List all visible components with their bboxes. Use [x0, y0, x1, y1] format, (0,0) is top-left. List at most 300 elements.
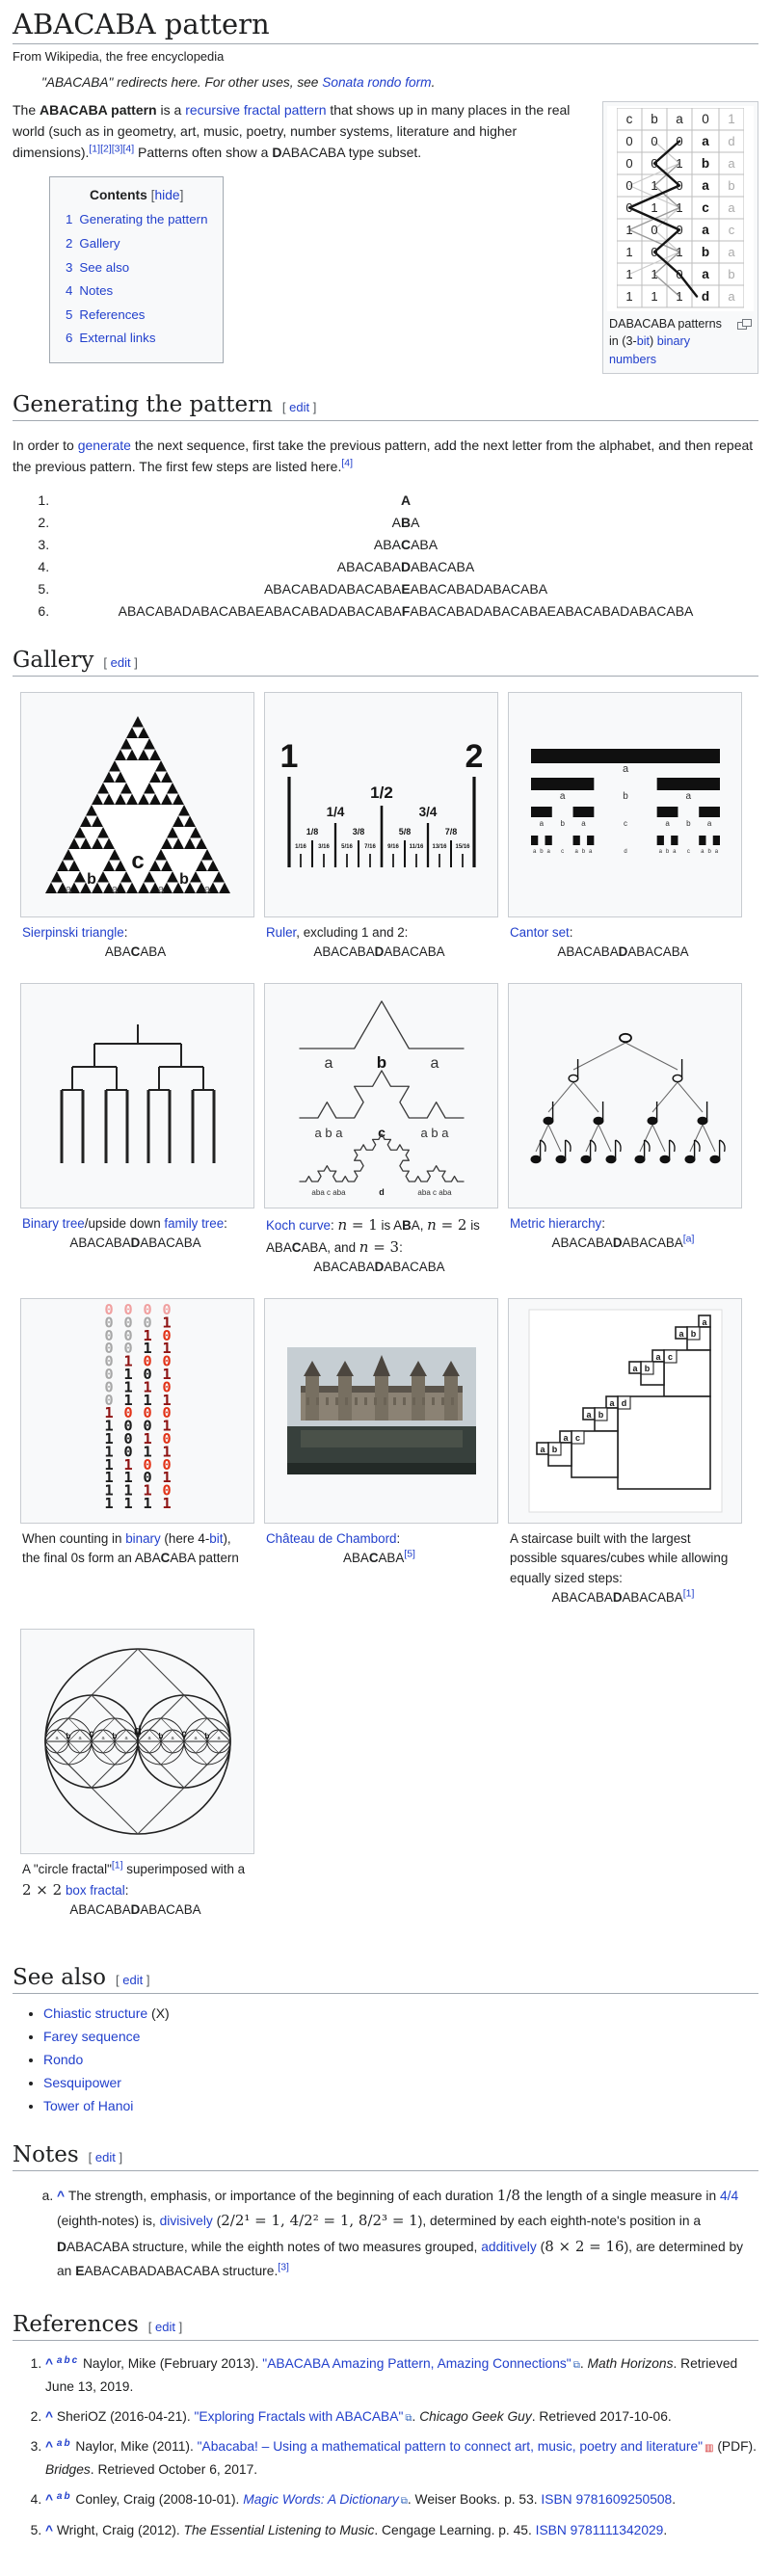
link[interactable]: Koch curve	[266, 1218, 331, 1234]
koch-curve-image[interactable]	[264, 983, 498, 1208]
see-also-sesquipower	[43, 2075, 758, 2090]
dabacaba-binary-table-image[interactable]	[607, 106, 754, 311]
edit-link-see-also[interactable]: edit	[122, 1972, 144, 1987]
text-segment: D	[374, 944, 385, 960]
text-segment: ABA	[140, 944, 167, 960]
text-segment: A staircase built with the largest possible squares/cubes while allowing equally sized steps:	[510, 1531, 729, 1585]
svg-text:a: a	[193, 1735, 198, 1741]
svg-text:b: b	[178, 871, 189, 889]
reference-5	[45, 2519, 758, 2541]
svg-text:1: 1	[651, 200, 658, 215]
svg-text:0: 0	[651, 223, 658, 237]
see-also-tower-of-hanoi	[43, 2098, 758, 2113]
svg-text:b: b	[728, 178, 735, 193]
step-5	[53, 581, 758, 597]
link[interactable]: Sesquipower	[43, 2074, 121, 2090]
link[interactable]: [3]	[111, 143, 123, 155]
svg-text:d: d	[133, 1722, 142, 1738]
svg-text:0: 0	[625, 178, 633, 193]
svg-text:1: 1	[728, 112, 735, 126]
gallery-item	[20, 1629, 254, 1936]
link[interactable]: generate	[77, 438, 131, 454]
link[interactable]: b	[64, 2490, 70, 2502]
svg-text:1: 1	[651, 178, 658, 193]
link[interactable]: Rondo	[43, 2051, 84, 2067]
svg-text:b: b	[158, 1731, 163, 1740]
svg-text:0: 0	[651, 245, 658, 259]
svg-text:0: 0	[142, 1404, 152, 1422]
link[interactable]: binary	[125, 1531, 161, 1547]
svg-text:0: 0	[625, 134, 633, 148]
svg-text:0: 0	[122, 1417, 133, 1435]
text-segment: D	[612, 1235, 623, 1251]
text-segment: ABACABA	[551, 1235, 613, 1251]
heading-generating: Generating the pattern [ edit ]	[13, 392, 758, 421]
svg-text:a: a	[700, 849, 705, 856]
external-link-icon[interactable]: ⧉	[405, 2413, 412, 2425]
svg-text:a: a	[574, 849, 578, 856]
link[interactable]: "ABACABA Amazing Pattern, Amazing Connections"	[262, 2356, 572, 2372]
link[interactable]: a	[56, 2354, 63, 2366]
staircase-squares-image[interactable]	[508, 1298, 742, 1524]
svg-text:a: a	[672, 849, 676, 856]
text-segment: (here 4-	[160, 1531, 210, 1547]
step-4	[53, 559, 758, 574]
text-segment: ), are determined by an	[57, 2239, 744, 2278]
svg-text:1: 1	[142, 1481, 152, 1500]
text-segment: :	[399, 1239, 403, 1255]
svg-text:0: 0	[625, 200, 633, 215]
link[interactable]: [2]	[100, 143, 112, 155]
text-segment: The	[13, 102, 40, 118]
text-segment: The strength, emphasis, or importance of the beginning of each duration	[67, 2188, 497, 2203]
svg-text:d: d	[701, 289, 710, 304]
cantor-set-image[interactable]	[508, 692, 742, 917]
text-segment: C	[130, 944, 141, 960]
svg-text:0: 0	[651, 134, 658, 148]
svg-text:3/8: 3/8	[352, 827, 364, 837]
hatnote	[13, 75, 758, 90]
link[interactable]: additively	[481, 2239, 537, 2254]
svg-text:1: 1	[103, 1481, 114, 1500]
link[interactable]: recursive	[185, 102, 240, 118]
svg-text:b: b	[581, 849, 585, 856]
text-segment: A,	[411, 1218, 428, 1234]
svg-text:1/8: 1/8	[306, 827, 318, 837]
text-segment: . Retrieved 2017-10-06.	[531, 2409, 672, 2425]
infobox-caption	[607, 311, 754, 369]
gallery-item	[264, 1298, 498, 1622]
text-segment: ABACABADABACABA	[263, 581, 402, 598]
gallery-item	[20, 1298, 254, 1622]
text-segment: D	[612, 1589, 623, 1605]
svg-text:0: 0	[122, 1327, 133, 1345]
svg-text:1: 1	[161, 1417, 172, 1435]
text-segment: is A	[377, 1218, 403, 1234]
svg-text:0: 0	[103, 1314, 114, 1332]
link[interactable]: Metric hierarchy	[510, 1216, 602, 1232]
svg-text:c: c	[686, 849, 690, 856]
link[interactable]: [1]	[682, 1587, 695, 1600]
link[interactable]: bit	[636, 334, 651, 349]
link[interactable]: ^	[45, 2522, 57, 2537]
link[interactable]: [a]	[682, 1233, 695, 1245]
link[interactable]: [5]	[404, 1549, 415, 1560]
link[interactable]: ^	[45, 2409, 57, 2425]
text-segment: ), determined by each eighth-note's position in a	[417, 2214, 702, 2229]
text-segment: ABACABA	[622, 1235, 683, 1251]
svg-text:c: c	[88, 1728, 94, 1739]
svg-text:c: c	[574, 1433, 580, 1444]
text-segment: B	[400, 515, 412, 531]
link[interactable]: box fractal	[65, 1882, 125, 1898]
text-segment: . Retrieved October 6, 2017.	[90, 2461, 258, 2477]
link[interactable]: fractal pattern	[243, 102, 327, 118]
text-segment: Conley, Craig (2008-10-01).	[71, 2492, 244, 2508]
svg-text:d: d	[623, 849, 627, 856]
svg-text:13/16: 13/16	[431, 844, 447, 851]
text-segment: superimposed with a	[122, 1861, 246, 1876]
link[interactable]: [4]	[122, 143, 135, 155]
text-segment: ), the final 0s form an ABA	[22, 1531, 231, 1566]
text-segment: B	[402, 1218, 412, 1234]
svg-text:b: b	[598, 1410, 603, 1421]
link[interactable]: a	[56, 2437, 63, 2449]
link[interactable]: "Exploring Fractals with ABACABA"	[194, 2409, 404, 2425]
text-segment: SheriOZ (2016-04-21).	[56, 2409, 195, 2425]
svg-text:a b a: a b a	[314, 1126, 342, 1141]
svg-text:a: a	[157, 884, 164, 896]
svg-text:1: 1	[103, 1404, 114, 1422]
svg-text:a: a	[545, 849, 550, 856]
svg-text:1: 1	[142, 1327, 152, 1345]
svg-text:1: 1	[161, 1443, 172, 1461]
text-segment: ABA, and	[301, 1239, 359, 1255]
toc-item-notes[interactable]: 4 Notes	[66, 283, 114, 299]
page-title: ABACABA pattern	[13, 8, 758, 44]
link[interactable]: Chiastic structure	[43, 2005, 148, 2021]
link[interactable]: Ruler	[266, 925, 297, 941]
svg-text:1: 1	[142, 1378, 152, 1396]
text-segment: ABACABADABACABA	[410, 581, 548, 598]
site-subtitle: From Wikipedia, the free encyclopedia	[13, 49, 225, 64]
svg-text:0: 0	[103, 1352, 114, 1370]
ruler-image[interactable]	[264, 692, 498, 917]
svg-text:b: b	[651, 112, 658, 126]
svg-text:0: 0	[161, 1301, 172, 1319]
svg-text:1: 1	[103, 1430, 114, 1448]
svg-text:1: 1	[676, 289, 683, 304]
link[interactable]: b	[64, 2354, 70, 2366]
step-3	[53, 537, 758, 552]
generating-intro	[13, 435, 758, 477]
text-segment: ABACABA	[627, 944, 689, 960]
link[interactable]: b	[64, 2437, 70, 2449]
svg-text:0: 0	[103, 1392, 114, 1410]
svg-text:1: 1	[161, 1340, 172, 1358]
svg-text:1: 1	[161, 1469, 172, 1487]
svg-text:c: c	[130, 848, 145, 875]
svg-text:0: 0	[651, 156, 658, 171]
svg-text:b: b	[706, 849, 711, 856]
svg-text:0: 0	[122, 1340, 133, 1358]
svg-text:a: a	[664, 819, 670, 829]
edit-link-gallery[interactable]: edit	[110, 655, 131, 671]
svg-text:d: d	[621, 1398, 626, 1409]
edit-link-generating[interactable]: edit	[289, 400, 310, 415]
text-segment: .	[431, 75, 436, 90]
svg-text:0: 0	[676, 178, 683, 193]
link[interactable]: [4]	[341, 457, 354, 469]
edit-link-references[interactable]: edit	[155, 2320, 175, 2335]
see-also-farey-sequence	[43, 2029, 758, 2044]
text-segment: 2/2¹ = 1, 4/2² = 1, 8/2³ = 1	[221, 2212, 418, 2230]
toc-item-references[interactable]: 5 References	[66, 306, 146, 322]
heading-see-also: See also [ edit ]	[13, 1965, 758, 1994]
svg-text:1: 1	[122, 1481, 133, 1500]
link[interactable]: ^	[45, 2439, 57, 2455]
svg-text:3/4: 3/4	[418, 805, 437, 820]
text-segment: (X)	[147, 2005, 170, 2021]
svg-text:a: a	[588, 849, 592, 856]
svg-text:a: a	[714, 849, 718, 856]
svg-text:b: b	[665, 849, 669, 856]
heading-references: References [ edit ]	[13, 2312, 758, 2341]
text-segment: :	[569, 925, 573, 941]
svg-text:1: 1	[625, 267, 633, 281]
svg-text:a: a	[123, 1735, 128, 1741]
text-segment: D	[618, 944, 628, 960]
svg-text:1: 1	[142, 1443, 152, 1461]
link[interactable]: divisively	[159, 2214, 213, 2229]
step-2	[53, 515, 758, 530]
text-segment: ABACABADABACABA structure.	[84, 2263, 279, 2278]
svg-text:a: a	[701, 1317, 707, 1328]
text-segment: A "circle fractal"	[22, 1861, 112, 1876]
svg-text:a: a	[539, 819, 544, 829]
link[interactable]: bit	[209, 1531, 224, 1547]
svg-text:b: b	[112, 1731, 117, 1740]
see-also-list	[13, 2005, 758, 2113]
svg-text:1: 1	[122, 1366, 133, 1384]
text-segment: = 1	[347, 1216, 378, 1235]
svg-text:a: a	[100, 1735, 105, 1741]
svg-text:a: a	[622, 763, 628, 776]
link[interactable]: Château de Chambord	[266, 1531, 397, 1547]
svg-text:0: 0	[142, 1314, 152, 1332]
text-segment: .	[672, 2492, 677, 2508]
text-segment: E	[75, 2263, 85, 2278]
text-segment: Wright, Craig (2012).	[56, 2522, 184, 2537]
link[interactable]: a	[56, 2490, 63, 2502]
text-segment: n	[359, 1237, 369, 1256]
svg-text:a: a	[702, 267, 709, 281]
toc-item-external-links[interactable]: 6 External links	[66, 331, 156, 346]
text-segment: Patterns often show a	[134, 145, 273, 160]
svg-text:0: 0	[103, 1301, 114, 1319]
link[interactable]: "Abacaba! – Using a mathematical pattern to connect art, music, poetry and literature"	[197, 2439, 704, 2455]
text-segment: .	[663, 2522, 668, 2537]
link[interactable]: binary numbers	[609, 334, 691, 366]
link[interactable]: ISBN 9781609250508	[541, 2492, 673, 2508]
svg-text:c: c	[702, 200, 709, 215]
text-segment: n	[337, 1216, 348, 1235]
svg-text:b: b	[701, 156, 710, 171]
svg-text:1: 1	[161, 1314, 172, 1332]
svg-text:1: 1	[142, 1495, 152, 1513]
text-segment: /upside down	[84, 1216, 165, 1232]
toc-hide-button[interactable]: hide	[154, 188, 180, 202]
pdf-icon[interactable]: ▥	[705, 2443, 714, 2455]
text-segment: F	[401, 603, 411, 620]
svg-text:1: 1	[103, 1469, 114, 1487]
binary-counting-image[interactable]	[20, 1298, 254, 1524]
svg-text:a: a	[532, 849, 536, 856]
gallery-item	[264, 983, 498, 1292]
text-segment: ABA	[373, 537, 401, 553]
svg-text:9/16: 9/16	[386, 844, 399, 851]
text-segment: C	[291, 1239, 302, 1255]
svg-text:0: 0	[142, 1469, 152, 1487]
svg-text:a: a	[65, 884, 71, 896]
text-segment: ABACABA	[336, 559, 401, 575]
text-segment: E	[401, 581, 411, 598]
metric-hierarchy-image[interactable]	[508, 983, 742, 1208]
text-segment: D	[374, 1260, 385, 1275]
svg-text:0: 0	[161, 1430, 172, 1448]
svg-text:0: 0	[142, 1417, 152, 1435]
svg-text:a: a	[562, 1433, 569, 1444]
text-segment: C	[400, 537, 412, 553]
step-1	[53, 492, 758, 508]
svg-text:b: b	[551, 1445, 557, 1455]
text-segment: :	[123, 925, 128, 941]
external-link-icon[interactable]: ⧉	[400, 2496, 408, 2508]
svg-text:d: d	[728, 134, 735, 148]
svg-text:0: 0	[103, 1378, 114, 1396]
heading-gallery: Gallery [ edit ]	[13, 648, 758, 677]
binary-tree-image[interactable]	[20, 983, 254, 1208]
text-segment: D	[130, 1902, 141, 1918]
svg-text:0: 0	[142, 1301, 152, 1319]
svg-text:a: a	[580, 819, 586, 829]
toc-item-generating[interactable]: 1 Generating the pattern	[66, 212, 208, 227]
external-link-icon[interactable]: ⧉	[572, 2360, 580, 2372]
link[interactable]: ^	[45, 2492, 57, 2508]
link[interactable]: Binary tree	[22, 1216, 85, 1232]
svg-text:a: a	[728, 200, 735, 215]
text-segment: .	[412, 2409, 420, 2425]
link[interactable]: ISBN 9781111342029	[535, 2522, 664, 2537]
link[interactable]: Cantor set	[510, 925, 570, 941]
toc-item-gallery[interactable]: 2 Gallery	[66, 235, 120, 251]
note-a	[57, 2183, 758, 2284]
link[interactable]: c	[71, 2354, 78, 2366]
link[interactable]: family tree	[164, 1216, 225, 1232]
svg-text:a: a	[539, 1445, 545, 1455]
text-segment: .	[579, 2356, 588, 2372]
svg-text:0: 0	[625, 156, 633, 171]
svg-text:1: 1	[122, 1469, 133, 1487]
svg-text:0: 0	[122, 1430, 133, 1448]
text-segment: A	[411, 515, 420, 531]
text-segment: When counting in	[22, 1531, 126, 1547]
chateau-de-chambord-photo[interactable]	[264, 1298, 498, 1524]
svg-text:15/16: 15/16	[454, 844, 470, 851]
link[interactable]: [3]	[278, 2260, 289, 2272]
reference-3	[45, 2435, 758, 2481]
text-segment: D	[272, 145, 282, 160]
toc-item-see-also[interactable]: 3 See also	[66, 259, 130, 275]
svg-text:7/8: 7/8	[444, 827, 457, 837]
generating-steps-list	[13, 492, 758, 619]
svg-text:1: 1	[651, 289, 658, 304]
svg-text:0: 0	[161, 1404, 172, 1422]
svg-text:c: c	[728, 223, 735, 237]
link[interactable]: ^	[45, 2356, 57, 2372]
link[interactable]: [1]	[111, 1859, 123, 1872]
svg-text:b: b	[559, 819, 565, 829]
link[interactable]: Tower of Hanoi	[43, 2097, 134, 2113]
text-segment: ABA pattern	[170, 1551, 239, 1566]
svg-text:b: b	[204, 1731, 209, 1740]
text-segment: 2 × 2	[22, 1880, 63, 1899]
text-segment: = 2	[436, 1216, 467, 1235]
circle-fractal-image[interactable]	[20, 1629, 254, 1854]
link[interactable]: ^	[57, 2188, 68, 2203]
link[interactable]: [1]	[89, 143, 101, 155]
link[interactable]: Sierpinski triangle	[22, 925, 124, 941]
link[interactable]: Magic Words: A Dictionary	[243, 2492, 399, 2508]
svg-text:a: a	[77, 1735, 82, 1741]
svg-text:1: 1	[142, 1430, 152, 1448]
link[interactable]: 4/4	[719, 2188, 739, 2203]
svg-text:a: a	[702, 134, 709, 148]
link[interactable]: Farey sequence	[43, 2028, 141, 2044]
text-segment: ABA	[378, 1551, 405, 1566]
svg-text:1: 1	[103, 1417, 114, 1435]
text-segment: (	[536, 2239, 545, 2254]
link[interactable]: Sonata rondo form	[322, 75, 432, 90]
text-segment: :	[224, 1216, 227, 1232]
svg-text:a: a	[658, 849, 662, 856]
text-segment: C	[160, 1551, 171, 1566]
text-segment: n	[427, 1216, 437, 1235]
edit-link-notes[interactable]: edit	[94, 2149, 116, 2164]
text-segment: D	[130, 1235, 141, 1251]
text-segment: :	[396, 1531, 401, 1547]
text-segment: ABA	[104, 944, 131, 960]
gallery-item	[508, 983, 742, 1292]
sierpinski-triangle-image[interactable]	[20, 692, 254, 917]
enlarge-icon[interactable]	[737, 317, 752, 334]
svg-text:a: a	[702, 178, 709, 193]
text-segment: ABACABADABACABAEABACABADABACABA	[410, 603, 694, 620]
text-segment: DABACABA patterns in (3-	[609, 317, 722, 349]
svg-text:b: b	[644, 1364, 650, 1374]
svg-text:1: 1	[676, 245, 683, 259]
svg-text:0: 0	[676, 267, 683, 281]
text-segment: = 3	[368, 1237, 400, 1256]
text-segment: )	[650, 334, 657, 349]
svg-text:0: 0	[161, 1352, 172, 1370]
text-segment: the next sequence, first take the previous pattern, add the next letter from the alphabet, and then repeat the previous pattern. The first few steps are listed here.	[13, 438, 754, 475]
svg-text:7/16: 7/16	[363, 844, 376, 851]
svg-text:1: 1	[161, 1366, 172, 1384]
svg-text:b: b	[690, 1329, 696, 1340]
text-segment: Chicago Geek Guy	[419, 2409, 532, 2425]
svg-text:1: 1	[122, 1352, 133, 1370]
